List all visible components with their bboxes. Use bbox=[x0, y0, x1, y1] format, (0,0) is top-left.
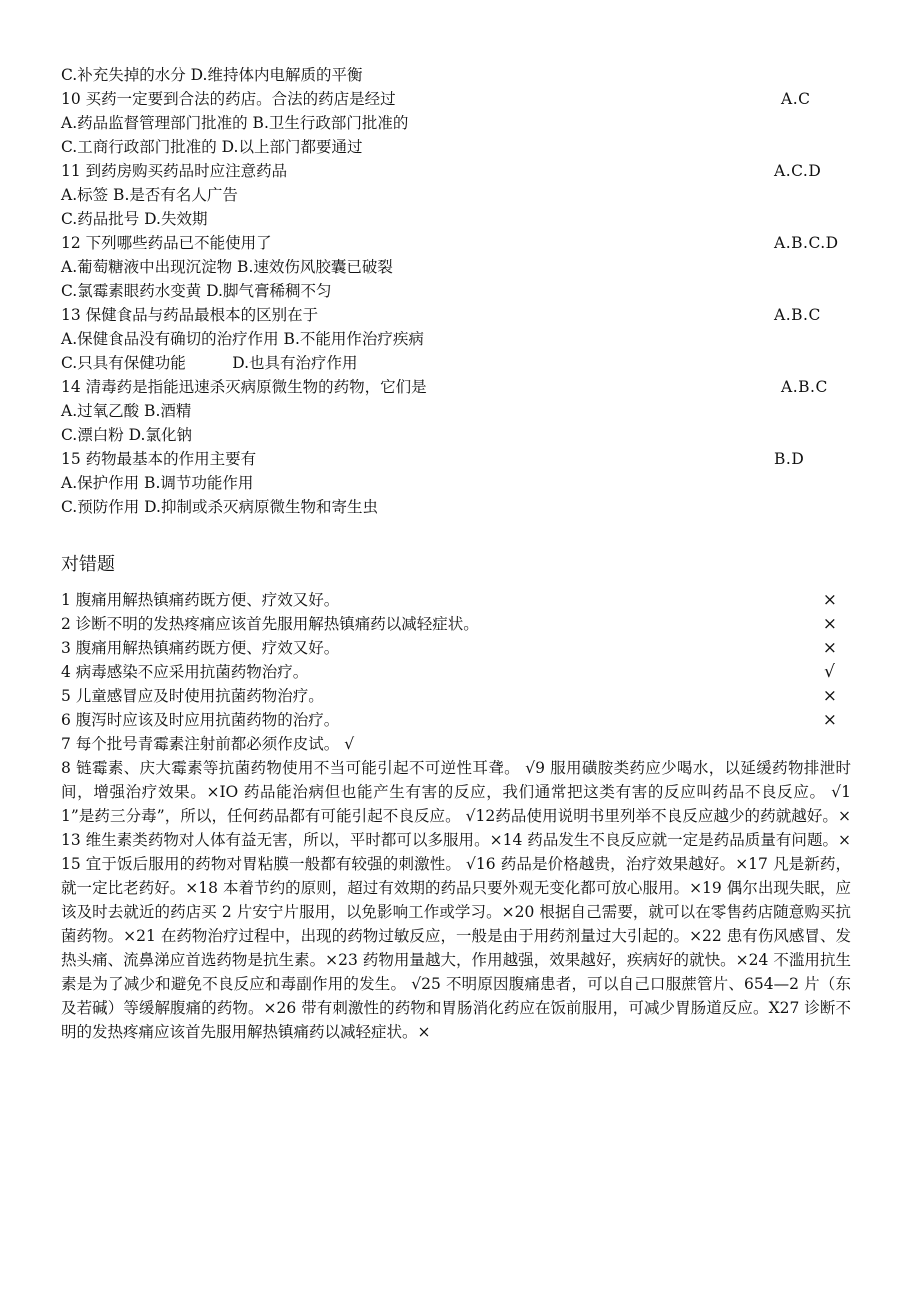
tf-text: 4 病毒感染不应采用抗菌药物治疗。 bbox=[61, 663, 309, 681]
option-line: C.只具有保健功能 D.也具有治疗作用 bbox=[61, 354, 358, 372]
option-line: A.保健食品没有确切的治疗作用 B.不能用作治疗疾病 bbox=[61, 330, 424, 348]
tf-text: 1 腹痛用解热镇痛药既方便、疗效又好。 bbox=[61, 591, 340, 609]
tf-item-2 bbox=[61, 612, 851, 636]
question-12 bbox=[61, 231, 851, 255]
answer-key: A.C.D bbox=[774, 162, 822, 180]
question-13 bbox=[61, 303, 851, 327]
question-text: 15 药物最基本的作用主要有 bbox=[61, 450, 257, 468]
tf-text: 6 腹泻时应该及时应用抗菌药物的治疗。 bbox=[61, 711, 340, 729]
answer-key: A.B.C bbox=[781, 378, 828, 396]
option-line: C.工商行政部门批准的 D.以上部门都要通过 bbox=[61, 138, 363, 156]
question-text: 11 到药房购买药品时应注意药品 bbox=[61, 162, 288, 180]
option-line: C.预防作用 D.抑制或杀灭病原微生物和寄生虫 bbox=[61, 498, 378, 516]
question-text: 10 买药一定要到合法的药店。合法的药店是经过 bbox=[61, 90, 396, 108]
tf-item-4 bbox=[61, 660, 851, 684]
tf-mark: × bbox=[822, 638, 837, 658]
section-title-true-false: 对错题 bbox=[61, 554, 115, 575]
question-text: 13 保健食品与药品最根本的区别在于 bbox=[61, 306, 319, 324]
question-11 bbox=[61, 159, 851, 183]
choice-section bbox=[61, 63, 851, 519]
tf-paragraph: 8 链霉素、庆大霉素等抗菌药物使用不当可能引起不可逆性耳聋。 √9 服用磺胺类药应少喝水，以延缓药物排泄时间，增强治疗效果。×IO 药品能治病但也能产生有害的反应，我们通常把这类有害的反应叫药品不良反应。 √11”是药三分毒”，所以，任何药品都有可能引起不良反应。 √12药品使用说明书里列举不良反应越少的药就越好。×13 维生素类药物对人体有益无害，所以，平时都可以多服用。×14 药品发生不良反应就一定是药品质量有问题。×15 宜于饭后服用的药物对胃粘膜一般都有较强的刺激性。 √16 药品是价格越贵，治疗效果越好。×17 凡是新药，就一定比老药好。×18 本着节约的原则，超过有效期的药品只要外观无变化都可放心服用。×19 偶尔出现失眠，应该及时去就近的药店买 2 片安宁片服用，以免影响工作或学习。×20 根据自己需要，就可以在零售药店随意购买抗菌药物。×21 在药物治疗过程中，出现的药物过敏反应，一般是由于用药剂量过大引起的。×22 患有伤风感冒、发热头痛、流鼻涕应首选药物是抗生素。×23 药物用量越大，作用越强，效果越好，疾病好的就快。×24 不滥用抗生素是为了减少和避免不良反应和毒副作用的发生。 √25 不明原因腹痛患者，可以自己口服蔗管片、654—2 片（东及若碱）等缓解腹痛的药物。×26 带有刺激性的药物和胃肠消化药应在饭前服用，可减少胃肠道反应。X27 诊断不明的发热疼痛应该首先服用解热镇痛药以减轻症状。× bbox=[61, 759, 851, 1041]
option-line: C.药品批号 D.失效期 bbox=[61, 210, 208, 228]
option-line: A.过氧乙酸 B.酒精 bbox=[61, 402, 192, 420]
tf-item-6 bbox=[61, 708, 851, 732]
option-line: A.葡萄糖液中出现沉淀物 B.速效伤风胶囊已破裂 bbox=[61, 258, 393, 276]
tf-item-3 bbox=[61, 636, 851, 660]
answer-key: A.B.C bbox=[774, 306, 821, 324]
tf-mark: × bbox=[822, 710, 837, 730]
option-line: C.漂白粉 D.氯化钠 bbox=[61, 426, 192, 444]
tf-item-5 bbox=[61, 684, 851, 708]
question-text: 12 下列哪些药品已不能使用了 bbox=[61, 234, 272, 252]
tf-mark: × bbox=[822, 686, 837, 706]
true-false-list bbox=[61, 588, 851, 1044]
tf-item-1 bbox=[61, 588, 851, 612]
tf-mark: × bbox=[822, 614, 837, 634]
tf-mark: × bbox=[822, 590, 837, 610]
tf-mark: √ bbox=[824, 662, 835, 682]
option-line: A.标签 B.是否有名人广告 bbox=[61, 186, 238, 204]
tf-item-7: 7 每个批号青霉素注射前都必须作皮试。 √ bbox=[61, 735, 355, 753]
tf-text: 2 诊断不明的发热疼痛应该首先服用解热镇痛药以减轻症状。 bbox=[61, 615, 479, 633]
option-line: A.保护作用 B.调节功能作用 bbox=[61, 474, 254, 492]
tf-text: 3 腹痛用解热镇痛药既方便、疗效又好。 bbox=[61, 639, 340, 657]
option-line: C.补充失掉的水分 D.维持体内电解质的平衡 bbox=[61, 66, 363, 84]
document-page bbox=[61, 63, 851, 1044]
tf-text: 5 儿童感冒应及时使用抗菌药物治疗。 bbox=[61, 687, 324, 705]
question-14 bbox=[61, 375, 851, 399]
question-15 bbox=[61, 447, 851, 471]
option-line: A.药品监督管理部门批准的 B.卫生行政部门批准的 bbox=[61, 114, 409, 132]
answer-key: A.B.C.D bbox=[774, 234, 839, 252]
question-10 bbox=[61, 87, 851, 111]
answer-key: A.C bbox=[781, 90, 811, 108]
question-text: 14 清毒药是指能迅速杀灭病原微生物的药物，它们是 bbox=[61, 378, 427, 396]
option-line: C.氯霉素眼药水变黄 D.脚气膏稀稠不匀 bbox=[61, 282, 332, 300]
answer-key: B.D bbox=[774, 450, 805, 468]
